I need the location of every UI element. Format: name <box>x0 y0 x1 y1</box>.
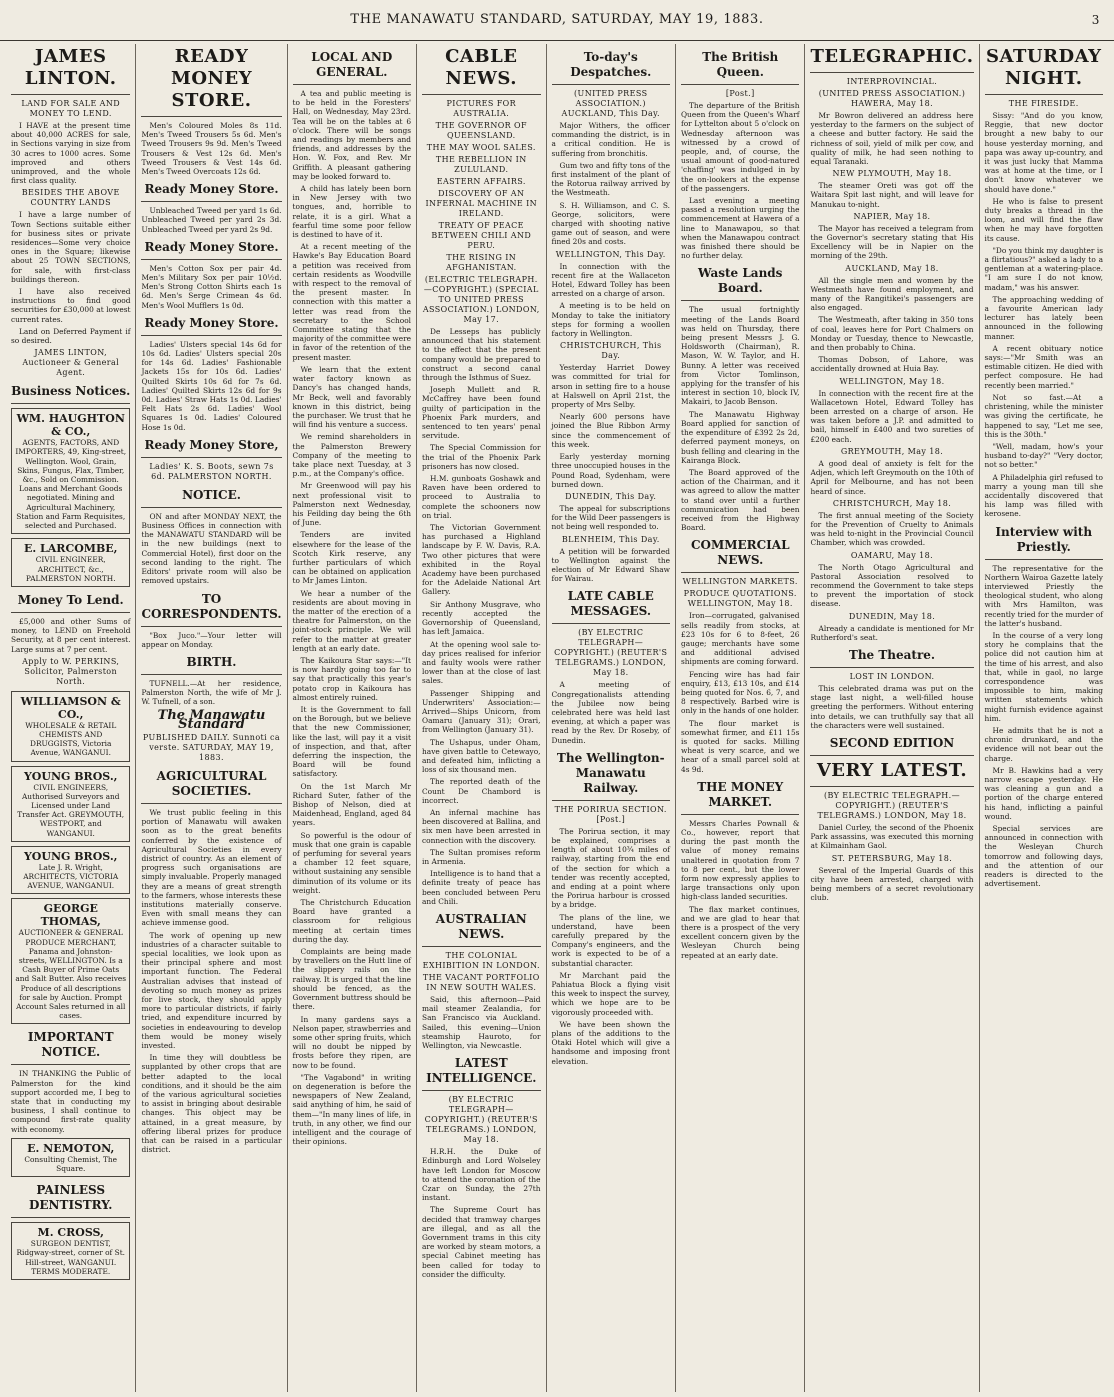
advertisement <box>11 846 130 895</box>
divider <box>552 623 670 624</box>
advertisement-text: AGENTS, FACTORS, AND IMPORTERS, 49, King-street, Wellington. Wool, Grain, Skins, Fungus, Flax, Timber, &c., Sold on Commission. Loans and Merchant Goods negotiated. Mining and Agricultural Machinery, Station and Farm Requisites, selected and Purchased. <box>15 438 127 531</box>
article-paragraph: "Well, madam, how's your husband to-day?" "Very doctor, not so better." <box>984 441 1103 470</box>
article-paragraph: Messrs Charles Pownall & Co., however, report that during the past month the value of money remains unaltered in quotation from 7 to 8 per cent., but the lower form now expressly applies to large transactions only upon high-class landed securities. <box>681 818 800 902</box>
subheadline: PRODUCE QUOTATIONS. WELLINGTON, May 18. <box>683 589 797 609</box>
article-paragraph: On the 1st March Mr Richard Suter, father of the Bishop of Nelson, died at Maidenhead, England, aged 84 years. <box>292 781 412 828</box>
divider <box>11 94 130 95</box>
article-paragraph: It is the Government to fall on the Borough, but we believe that the new Commissioner, like the last, will pay it a visit of inspection, and that, after deferring the inspection, the Board will be found satisfactory. <box>292 705 412 779</box>
article-paragraph: De Lesseps has publicly announced that his statement to the effect that the present company would be prepared to construct a second canal through the Isthmus of Suez. <box>422 327 541 383</box>
article-paragraph: In connection with the recent fire at the Wallacetown Hotel, Edward Tolley has been arrested on a charge of arson. He was taken before a J.P. and admitted to bail, himself in £400 and two sureties of £200 each. <box>810 388 974 444</box>
headline: LATE CABLE MESSAGES. <box>567 589 654 619</box>
article-paragraph: He who is false to present duty breaks a thread in the loom, and will find the flaw when he may have forgotten its cause. <box>984 196 1103 243</box>
article-paragraph: The Victorian Government has purchased a Highland landscape by F. W. Davis, R.A. Two other pictures that were exhibited in the Royal Academy have been purchased for the Adelaide National Art Gallery. <box>422 523 541 597</box>
headline: SECOND EDITION <box>829 735 955 750</box>
divider <box>11 1064 130 1065</box>
subheadline: DUNEDIN, This Day. <box>565 491 657 501</box>
section-title: READY MONEY STORE. <box>170 46 253 111</box>
article-paragraph: All the single men and women by the Westmeath have found employment, and many of the Rangitikei's passengers are also engaged. <box>810 275 974 313</box>
headline: Ready Money Store, <box>144 437 279 452</box>
article-paragraph: Nearly 600 persons have joined the Blue Ribbon Army since the commencement of this week. <box>551 412 670 449</box>
divider <box>422 946 540 947</box>
advertisement <box>11 691 130 762</box>
headline: The Theatre. <box>848 647 936 662</box>
article-paragraph: Men's Coloured Moles 8s 11d. Men's Tweed Trousers 5s 6d. Men's Tweed Trousers 9s 9d. Men's Tweed Trousers & Vest 12s 6d. Men's Tweed Trousers & Vest 14s 6d. Men's Tweed Overcoats 12s 6d. <box>141 121 282 177</box>
divider <box>293 84 411 85</box>
article-paragraph: The flax market continues, and we are glad to hear that there is a prospect of the very excellent concern given by the Wesleyan Church being repeated at an early date. <box>681 904 800 960</box>
divider <box>141 201 281 202</box>
article-paragraph: £5,000 and other Sums of money, to LEND on Freehold Security, at 8 per cent interest. Large sums at 7 per cent. <box>11 616 131 654</box>
article-paragraph: At a recent meeting of the Hawke's Bay Education Board a petition was received from certain residents as Woodville with respect to the removal of the present master. In connection with this matter a letter was read from the secretary to the School Committee stating that the majority of the committee were in favor of the retention of the present master. <box>292 242 412 362</box>
subheadline: Apply to W. PERKINS, Solicitor, Palmerston North. <box>22 656 120 686</box>
article-paragraph: This celebrated drama was put on the stage last night, a well-filled house greeting the performers. Without entering into details, we can truthfully say that all the characters were well sustained. <box>810 683 974 730</box>
article-paragraph: H.R.H. the Duke of Edinburgh and Lord Wolseley have left London for Moscow to attend the coronation of the Czar on Sunday, the 27th instant. <box>422 1147 541 1203</box>
subheadline: PUBLISHED DAILY. Sunnoti ca verste. SATURDAY, MAY 19, 1883. <box>142 732 281 762</box>
advertisement-text: WHOLESALE & RETAIL CHEMISTS AND DRUGGISTS, Victoria Avenue, WANGANUI. <box>25 720 117 758</box>
article-paragraph: Not so fast.—At a christening, while the minister was giving the certificate, he happened to say, "Let me see, this is the 30th." <box>984 392 1103 439</box>
article-paragraph: Daniel Curley, the second of the Phoenix Park assassins, was executed this morning at Kilmainham Gaol. <box>810 822 974 851</box>
divider <box>141 507 281 508</box>
article-paragraph: A good deal of anxiety is felt for the Adjen, which left Greymouth on the 10th of April for Melbourne, and has not been heard of since. <box>810 458 974 496</box>
section-title: SATURDAY NIGHT. <box>985 46 1102 89</box>
newspaper-columns <box>6 44 1108 1392</box>
subheadline: GREYMOUTH, May 18. <box>840 446 944 456</box>
article-paragraph: The North Otago Agricultural and Pastoral Association resolved to recommend the Government to take steps to prevent the importation of stock disease. <box>810 562 974 609</box>
article-paragraph: I HAVE at the present time about 40,000 ACRES for sale, in Sections varying in size from 30 acres to 1000 acres. Some improved and others unimproved, and the whole first class quality. <box>11 121 131 186</box>
article-paragraph: The Ushapus, under Oham, have given battle to Cetewayo, and defeated him, inflicting a loss of six thousand men. <box>422 737 541 775</box>
section-title: TELEGRAPHIC. <box>810 46 974 67</box>
article-paragraph: Tenders are invited elsewhere for the lease of the Scotch Kirk reserve, any further particulars of which can be obtained on application to Mr James Linton. <box>292 530 412 586</box>
article-paragraph: Joseph Mullett and R. McCaffrey have been found guilty of participation in the Phoenix Park murders, and sentenced to ten years' penal servitude. <box>422 385 541 441</box>
article-paragraph: Thomas Dobson, of Lahore, was accidentally drowned at Huia Bay. <box>810 355 974 374</box>
subheadline: AUCKLAND, May 18. <box>845 263 939 273</box>
headline: AUSTRALIAN NEWS. <box>435 911 527 941</box>
article-paragraph: Said, this afternoon—Paid mail steamer Zealandia, for San Francisco via Auckland. Sailed, this evening—Union steamship Hauroto, for Wellington, via Newcastle. <box>422 994 541 1050</box>
subheadline: DUNEDIN, May 18. <box>848 611 936 621</box>
article-paragraph: An infernal machine has been discovered at Ballina, and six men have been arrested in connection with the discovery. <box>422 807 541 845</box>
article-paragraph: Mr Marchant paid the Pahiatua Block a flying visit this week to inspect the survey, which we hope are to be vigorously proceeded with. <box>551 970 670 1017</box>
subheadline: NEW PLYMOUTH, May 18. <box>832 169 952 179</box>
divider <box>141 259 281 260</box>
headline: THE MONEY MARKET. <box>697 779 784 809</box>
column-7 <box>804 44 978 1392</box>
subheadline: THE COLONIAL EXHIBITION IN LONDON. <box>422 950 540 970</box>
divider <box>141 116 281 117</box>
headline: PAINLESS DENTISTRY. <box>29 1183 113 1213</box>
column-4 <box>416 44 545 1392</box>
article-paragraph: The Westmeath, after taking in 350 tons of coal, leaves here for Port Chalmers on Monday or Tuesday, thence to Newcastle, and then probably to China. <box>810 315 974 353</box>
divider <box>681 300 799 301</box>
divider <box>11 403 130 404</box>
article-paragraph: In the course of a very long story he complains that the police did not caution him at the time of his arrest, and also that, while in gaol, no large correspondence was impossible to him, making written statements which might furnish evidence against him. <box>984 630 1103 723</box>
headline: NOTICE. <box>182 487 241 502</box>
divider <box>552 84 670 85</box>
article-paragraph: Special services are announced in connection with the Wesleyan Church tomorrow and following days, and the attention of our readers is directed to the advertisement. <box>984 824 1103 889</box>
article-paragraph: A Philadelphia girl refused to marry a young man till she accidentally discovered that his lamp was filled with kerosene. <box>984 472 1103 519</box>
subheadline: (ELECTRIC TELEGRAPH.—COPYRIGHT.) (SPECIAL TO UNITED PRESS ASSOCIATION.) LONDON, May 17. <box>422 275 540 324</box>
article-paragraph: The Board approved of the action of the Chairman, and it was agreed to allow the matter to stand over until a further communication had been received from the Highway Board. <box>681 467 800 533</box>
article-paragraph: A recent obituary notice says:—"Mr Smith was an estimable citizen. He died with perfect composure. He had recently been married." <box>984 343 1103 390</box>
advertisement-text: CIVIL ENGINEERS, Authorised Surveyors and Licensed under Land Transfer Act. GREYMOUTH, WESTPORT, and WANGANUI. <box>17 782 125 838</box>
divider <box>141 335 281 336</box>
article-paragraph: Iron—corrugated, galvanised sells readily from stocks, at £23 10s for 6 to 8-feet, 26 gauge; merchants have some and additional advised shipments are coming forward. <box>681 611 800 667</box>
column-2 <box>135 44 286 1392</box>
subheadline: EASTERN AFFAIRS. <box>436 177 526 186</box>
advertisement-name: E. NEMOTON, <box>27 1141 115 1155</box>
headline: Interview with Priestly. <box>995 524 1093 554</box>
article-paragraph: The Mayor has received a telegram from the Governor's secretary stating that His Excellency will be in Napier on the morning of the 29th. <box>810 223 974 261</box>
headline: IMPORTANT NOTICE. <box>27 1030 114 1060</box>
advertisement-name: YOUNG BROS., <box>23 769 118 783</box>
article-paragraph: S. H. Williamson, and C. S. George, solicitors, were charged with shooting native game out of season, and were fined 20s and costs. <box>551 200 670 247</box>
article-paragraph: Mr B. Hawkins had a very narrow escape yesterday. He was cleaning a gun and a portion of the charge entered his hand, inflicting a painful wound. <box>984 765 1103 821</box>
article-paragraph: Already a candidate is mentioned for Mr Rutherford's seat. <box>810 623 974 642</box>
subheadline: THE PORIRUA SECTION. [Post.] <box>554 804 667 824</box>
article-paragraph: The Porirua section, it may be explained, comprises a length of about 10¾ miles of railway, starting from the end of the section for which a tender was recently accepted, and ending at a point where the Porirua harbour is crossed by a bridge. <box>551 826 670 910</box>
article-paragraph: A meeting is to be held on Monday to take the initiatory steps for forming a woollen factory in Wellington. <box>551 301 670 339</box>
subheadline: PICTURES FOR AUSTRALIA. <box>446 99 517 118</box>
article-paragraph: The reported death of the Count De Chambord is incorrect. <box>422 777 541 805</box>
subheadline: DISCOVERY OF AN INFERNAL MACHINE IN IRELAND. <box>425 189 538 218</box>
page-number: 3 <box>1091 13 1100 27</box>
headline: The Wellington-Manawatu Railway. <box>556 750 665 795</box>
article-paragraph: Unbleached Tweed per yard 1s 6d. Unbleached Tweed per yard 2s 3d. Unbleached Tweed per yard 2s 9d. <box>141 206 282 234</box>
subheadline: [Post.] <box>725 89 755 98</box>
column-6 <box>675 44 804 1392</box>
article-paragraph: Fencing wire has had fair enquiry, £13, £13 10s, and £14 being quoted for Nos. 6, 7, and 8 respectively. Barbed wire is only in the hands of one holder. <box>681 669 800 716</box>
article-paragraph: Mr Greenwood will pay his next professional visit to Palmerston next Wednesday, his Feilding day being the 6th of June. <box>292 481 412 528</box>
article-paragraph: A child has lately been born in New Jersey with two tongues, and, horrible to relate, it is a girl. What a fearful time some poor fellow is destined to have of it. <box>292 184 412 240</box>
subheadline: LAND FOR SALE AND MONEY TO LEND. <box>21 99 121 118</box>
subheadline: (BY ELECTRIC TELEGRAPH—COPYRIGHT.) (REUTER'S TELEGRAMS.) LONDON, May 18. <box>424 1095 538 1145</box>
column-8 <box>979 44 1108 1392</box>
article-paragraph: Land on Deferred Payment if so desired. <box>11 326 131 346</box>
subheadline: JAMES LINTON, Auctioneer & General Agent. <box>22 348 120 378</box>
advertisement <box>11 766 130 842</box>
article-paragraph: The departure of the British Queen from the Queen's Wharf for Lyttelton about 5 o'clock on Wednesday afternoon was witnessed by a crowd of people, and, of course, the usual amount of good-natured 'chaffing' was indulged in by the on-lookers at the expense of the passengers. <box>681 101 800 193</box>
divider <box>552 800 670 801</box>
divider <box>810 72 973 73</box>
article-paragraph: At the opening wool sale to-day prices realised for inferior and faulty wools were rather lower than at the close of last sales. <box>422 639 541 686</box>
subheadline: THE GOVERNOR OF QUEENSLAND. <box>435 121 527 140</box>
subheadline: BESIDES THE ABOVE COUNTRY LANDS <box>21 188 120 208</box>
headline: Business Notices. <box>11 384 131 399</box>
subheadline: CHRISTCHURCH, May 18. <box>832 498 952 508</box>
subheadline: Ladies' K. S. Boots, sewn 7s 6d. PALMERSTON NORTH. <box>149 461 274 481</box>
article-paragraph: I have also received instructions to find good securities for £30,000 at lowest current rates. <box>11 287 131 324</box>
article-paragraph: In many gardens says a Nelson paper, strawberries and some other spring fruits, which will no doubt be nipped by frosts before they ripen, are now to be found. <box>292 1014 412 1070</box>
headline: Money To Lend. <box>17 592 124 607</box>
divider <box>11 612 130 613</box>
subheadline: LOST IN LONDON. <box>849 671 935 681</box>
headline: To-day's Despatches. <box>570 50 652 79</box>
headline: TO CORRESPONDENTS. <box>141 591 282 621</box>
subheadline: (BY ELECTRIC TELEGRAPH.—COPYRIGHT.) (REUTER'S TELEGRAMS.) LONDON, May 18. <box>817 790 967 820</box>
article-paragraph: A tea and public meeting is to be held in the Foresters' Hall, on Wednesday, May 23rd. Tea will be on the tables at 6 o'clock. There will be songs and readings by members and friends, and addresses by the Hon. W. Fox, and Rev. Mr Griffith. A pleasant gathering may be looked forward to. <box>292 89 412 181</box>
article-paragraph: We learn that the extent water factory known as Dancy's has changed hands, Mr Beck, well and favorably known in this district, being the purchaser. We trust that he will find his venture a success. <box>292 364 412 430</box>
subheadline: THE MAY WOOL SALES. <box>426 143 536 152</box>
article-paragraph: TUFNELL.—At her residence, Palmerston North, the wife of Mr J. W. Tufnell, of a son. <box>141 678 282 707</box>
article-paragraph: We have been shown the plans of the additions to the Otaki Hotel which will give a handsome and imposing front elevation. <box>551 1019 670 1066</box>
advertisement <box>11 408 130 534</box>
advertisement-text: SURGEON DENTIST, Ridgway-street, corner of St. Hill-street, WANGANUI. TERMS MODERATE. <box>16 1239 126 1276</box>
article-paragraph: The first annual meeting of the Society for the Prevention of Cruelty to Animals was held to-night in the Provincial Council Chamber, which was crowded. <box>810 510 974 548</box>
advertisement-name: GEORGE THOMAS, <box>40 902 101 929</box>
article-paragraph: "Do you think my daughter is a flirtatious?" asked a lady to a gentleman at a watering-place. "I am sure I do not know, madam," was his answer. <box>984 245 1103 292</box>
article-paragraph: Intelligence is to hand that a definite treaty of peace has been concluded between Peru and Chili. <box>422 869 541 906</box>
subheadline: OAMARU, May 18. <box>850 550 934 560</box>
subheadline: WELLINGTON, May 18. <box>839 376 945 386</box>
headline: Waste Lands Board. <box>698 266 783 296</box>
divider <box>681 572 799 573</box>
subheadline: (UNITED PRESS ASSOCIATION.) AUCKLAND, This Day. <box>561 89 660 118</box>
article-paragraph: Sissy: "And do you know, Reggie, that new doctor brought a new baby to our house yesterday morning, and papa was away up-country, and it was just lucky that Mamma was at home at the time, or I don't know whatever we should have done." <box>984 111 1103 194</box>
headline: AGRICULTURAL SOCIETIES. <box>156 768 267 798</box>
column-1 <box>6 44 135 1392</box>
divider <box>681 84 799 85</box>
article-paragraph: Sir Anthony Musgrave, who recently accepted the Governorship of Queensland, has left Jamaica. <box>422 599 541 637</box>
advertisement-name: YOUNG BROS., <box>23 849 118 863</box>
divider <box>141 803 281 804</box>
divider <box>141 626 281 627</box>
article-paragraph: The Sultan promises reform in Armenia. <box>422 847 541 866</box>
subheadline: ST. PETERSBURG, May 18. <box>831 853 953 863</box>
masthead-title: THE MANAWATU STANDARD, SATURDAY, MAY 19, 1883. <box>350 12 764 27</box>
divider <box>141 457 281 458</box>
article-paragraph: A meeting of Congregationalists attending the Jubilee now being celebrated here was held last evening, at which a paper was read by the Rev. Dr Roseby, of Dunedin. <box>551 680 670 745</box>
article-paragraph: The approaching wedding of a favourite American lady lecturer has lately been announced in the following manner. <box>984 294 1103 341</box>
headline: Ready Money Store. <box>144 315 279 330</box>
subheadline: NAPIER, May 18. <box>853 211 931 221</box>
headline: COMMERCIAL NEWS. <box>690 538 790 568</box>
subheadline: THE REBELLION IN ZULULAND. <box>435 155 527 174</box>
advertisement-text: AUCTIONEER & GENERAL PRODUCE MERCHANT, Panama and Johnston-streets, WELLINGTON. Is a Cash Buyer of Prime Oats and Salt Butter. Also receives Produce of all descriptions for sale by Auction. Prompt Account Sales returned in all cases. <box>15 928 127 1021</box>
article-paragraph: "Box Juco."—Your letter will appear on Monday. <box>141 630 282 649</box>
article-paragraph: He admits that he is not a chronic drunkard, and the evidence will not bear out the charge. <box>984 725 1103 763</box>
article-paragraph: Mr Bowron delivered an address here yesterday to the farmers on the subject of a cheese and butter factory. He said the richness of soil, yield of milk per cow, and quality of milk, he had seen nothing to equal Taranaki. <box>810 111 974 167</box>
article-paragraph: A petition will be forwarded to Wellington against the election of Mr Edward Shaw for Wairau. <box>551 546 670 584</box>
subheadline: THE VACANT PORTFOLIO IN NEW SOUTH WALES. <box>422 972 540 992</box>
advertisement <box>11 898 130 1024</box>
section-title: VERY LATEST. <box>816 759 968 781</box>
article-paragraph: Several of the Imperial Guards of this city have been arrested, charged with being members of a secret revolutionary club. <box>810 865 974 903</box>
advertisement <box>11 538 130 587</box>
article-paragraph: Yesterday Harriet Dowey was committed for trial for arson in setting fire to a house at Halswell on April 21st, the property of Mrs Selby. <box>551 363 670 410</box>
article-paragraph: The Manawatu Highway Board applied for sanction of the expenditure of £392 2s 2d, deferred payment moneys, on bush felling and clearing in the Kairanga Block. <box>681 409 800 465</box>
subheadline: WELLINGTON MARKETS. <box>682 577 798 587</box>
advertisement-text: Consulting Chemist, The Square. <box>24 1154 118 1174</box>
article-paragraph: The flour market is somewhat firmer, and £11 15s is quoted for sacks. Milling wheat is very scarce, and we hear of a small parcel sold at 4s 9d. <box>681 718 800 774</box>
advertisement-text: Late J. R. Wright, ARCHITECTS, VICTORIA AVENUE, WANGANUI. <box>23 862 119 891</box>
article-paragraph: The Kaikoura Star says:—"It is now hardly going too far to say that practically this year's potato crop in Kaikoura has almost entirely ruined. <box>292 655 412 702</box>
article-paragraph: The Christchurch Education Board have granted a classroom for religious meeting at certain times during the day. <box>292 898 412 944</box>
article-paragraph: IN THANKING the Public of Palmerston for the kind support accorded me, I beg to state that in conducting my business, I shall continue to compound first-rate quality with economy. <box>11 1069 131 1134</box>
article-paragraph: Ladies' Ulsters special 14s 6d for 10s 6d. Ladies' Ulsters special 20s for 14s 6d. Ladies' Fashionable Jackets 15s for 10s 6d. Ladies' Quilted Skirts 10s 6d for 7s 6d. Ladies' Quilted Skirts 12s 6d for 9s 0d. Ladies' Straw Hats 1s 0d. Ladies' Felt Hats 2s 6d. Ladies' Wool Squares 1s 0d. Ladies' Coloured Hose 1s 0d. <box>141 339 282 432</box>
advertisement-name: M. CROSS, <box>37 1226 104 1240</box>
article-paragraph: The Special Commission for the trial of the Phoenix Park prisoners has now closed. <box>422 443 541 471</box>
advertisement <box>11 1138 130 1177</box>
article-paragraph: "The Vagabond" in writing on degeneration is before the newspapers of New Zealand, said anything of him, he said of them—"In many lines of life, in truth, in any other, we find our intelligent and the courage of their opinions. <box>292 1072 412 1147</box>
advertisement-name: WM. HAUGHTON & CO., <box>16 412 125 439</box>
divider <box>810 786 973 787</box>
subheadline: (UNITED PRESS ASSOCIATION.) HAWERA, May 18. <box>818 89 966 108</box>
article-paragraph: So powerful is the odour of musk that one grain is capable of perfuming for several years a chamber 12 feet square, without sustaining any sensible diminution of its volume or its weight. <box>292 830 412 895</box>
divider <box>985 559 1103 560</box>
divider <box>422 1090 540 1091</box>
article-paragraph: Early yesterday morning three unoccupied houses in the Pound Road, Sydenham, were burned down. <box>551 452 670 489</box>
advertisement-name: WILLIAMSON & CO., <box>20 694 121 721</box>
article-paragraph: Men's Cotton Sox per pair 4d. Men's Military Sox per pair 10½d. Men's Strong Cotton Shirts each 1s 6d. Men's Serge Crimean 4s 6d. Men's Wool Mufflers 1s 0d. <box>141 263 282 310</box>
masthead <box>0 0 1114 41</box>
subheadline: INTERPROVINCIAL. <box>846 77 938 86</box>
article-paragraph: I have a large number of Town Sections suitable either for business sites or private residences—Some very choice ones in the Square; likewise about 25 TOWN SECTIONS, for sale, with first-class buildings thereon. <box>11 210 131 284</box>
article-paragraph: The Supreme Court has decided that tramway charges are illegal, and as all the Government trams in this city are worked by steam motors, a special Cabinet meeting has been called for today to consider the difficulty. <box>422 1205 541 1279</box>
divider <box>11 1217 130 1218</box>
article-paragraph: We trust public feeling in this portion of Manawatu will awaken soon as to the great benefits conferred by the existence of Agricultural Societies in every district of country. As an element of progress such organisations are simply invaluable. Properly managed they are a means of great strength to the farmers, whose interests these institutions materially conserve. Even with small means they can achieve immense good. <box>141 807 282 928</box>
divider <box>681 814 799 815</box>
subheadline: CHRISTCHURCH, This Day. <box>560 341 662 361</box>
column-5 <box>546 44 675 1392</box>
subheadline: (BY ELECTRIC TELEGRAPH—COPYRIGHT.) (REUTER'S TELEGRAMS.) LONDON, May 18. <box>554 628 668 678</box>
article-paragraph: H.M. gunboats Goshawk and Raven have been ordered to proceed to Australia to complete the schooners now on trial. <box>422 474 541 520</box>
article-paragraph: ON and after MONDAY NEXT, the Business Offices in connection with the MANAWATU STANDARD will be in the new buildings (next to Commercial Hotel), first door on the second landing to the right. The Editors' private room will also be removed upstairs. <box>141 511 282 586</box>
article-paragraph: Complaints are being made by travellers on the Hutt line of the slippery rails on the railway. It is urged that the line should be fenced, as the Government buttress should be there. <box>292 947 412 1012</box>
article-paragraph: The usual fortnightly meeting of the Lands Board was held on Thursday, there being present Messrs J. G. Holdsworth (Chairman), R. Mason, W. W. Taylor, and H. Bunny. A letter was received from Victor Tomlinson, applying for the transfer of his interest in section 10, block IV, Makairi, to Jacob Benson. <box>681 305 800 407</box>
headline: Ready Money Store. <box>144 239 279 254</box>
subheadline: BLENHEIM, This Day. <box>561 534 660 544</box>
headline: LATEST INTELLIGENCE. <box>426 1056 537 1086</box>
subheadline: WELLINGTON, This Day. <box>555 249 666 259</box>
headline: Ready Money Store. <box>144 182 279 197</box>
article-paragraph: The work of opening up new industries of a character suitable to special localities, we look upon as their principal sphere and most important function. The Federal Australian advises that instead of devoting so much money as prizes for live stock, they should apply more to particular districts, if fairly tried, and expenditure incurred by societies in endeavouring to develop them would be money wisely invested. <box>141 930 282 1050</box>
article-paragraph: Major Withers, the officer commanding the district, is in a critical condition. He is suffering from bronchitis. <box>551 121 670 158</box>
subheadline: TREATY OF PEACE BETWEEN CHILI AND PERU. <box>431 221 532 250</box>
column-3 <box>287 44 416 1392</box>
article-paragraph: The representative for the Northern Wairoa Gazette lately interviewed Priestly the theological student, who along with Mrs Hamilton, was recently tried for the murder of the latter's husband. <box>984 563 1103 628</box>
divider <box>141 674 281 675</box>
divider <box>985 94 1103 95</box>
advertisement-text: CIVIL ENGINEER, ARCHITECT, &c., PALMERSTON NORTH. <box>25 555 116 583</box>
article-paragraph: Passenger Shipping and Underwriters' Association:—Arrived—Ships Unicorn, from Oamaru (January 31); Orari, from Wellington (January 31). <box>422 688 541 735</box>
subheadline: THE RISING IN AFGHANISTAN. <box>445 253 517 272</box>
headline: BIRTH. <box>186 654 237 669</box>
headline: The British Queen. <box>702 50 779 79</box>
article-paragraph: Last evening a meeting passed a resolution urging the commencement at Hawera of a line to Manawapou, so that when the Manawapou contract was finished there should be no further delay. <box>681 196 800 261</box>
newspaper-nameplate: The Manawatu Standard <box>157 707 266 732</box>
advertisement-name: E. LARCOMBE, <box>23 542 118 556</box>
headline: LOCAL AND GENERAL. <box>311 50 393 79</box>
advertisement <box>11 1222 130 1280</box>
article-paragraph: In connection with the recent fire at the Wallaceton Hotel, Edward Tolley has been arrested on a charge of arson. <box>551 261 670 299</box>
article-paragraph: The appeal for subscriptions for the Wild Deer passengers is not being well responded to. <box>551 503 670 532</box>
subheadline: THE FIRESIDE. <box>1008 99 1079 108</box>
divider <box>810 667 973 668</box>
article-paragraph: The plans of the line, we understand, have been carefully prepared by the Company's engineers, and the work is expected to be of a substantial character. <box>551 912 670 968</box>
divider <box>810 755 973 756</box>
divider <box>422 94 540 95</box>
article-paragraph: The steamer Oreti was got off the Waitara Spit last night, and will leave for Manukau to-night. <box>810 181 974 209</box>
article-paragraph: We remind shareholders in the Palmerston Brewery Company of the meeting to take place next Tuesday, at 3 p.m., at the Company's office. <box>292 432 412 479</box>
article-paragraph: We hear a number of the residents are about moving in the matter of the erection of a theatre for Palmerston, on the joint-stock principle. We will refer to the matter at greater length at an early date. <box>292 588 412 653</box>
article-paragraph: In time they will doubtless be supplanted by other crops that are better adapted to the local conditions, and it should be the aim of the various agricultural societies to assist in bringing about desirable changes. This object may be attained, in a great measure, by offering liberal prizes for produce that can be raised in a particular district. <box>141 1053 282 1155</box>
article-paragraph: Gum two and fifty tons of the first instalment of the plant of the Rotorua railway arrived by the Westmeath. <box>551 160 670 198</box>
section-title: CABLE NEWS. <box>445 46 518 89</box>
section-title: JAMES LINTON. <box>24 46 117 89</box>
